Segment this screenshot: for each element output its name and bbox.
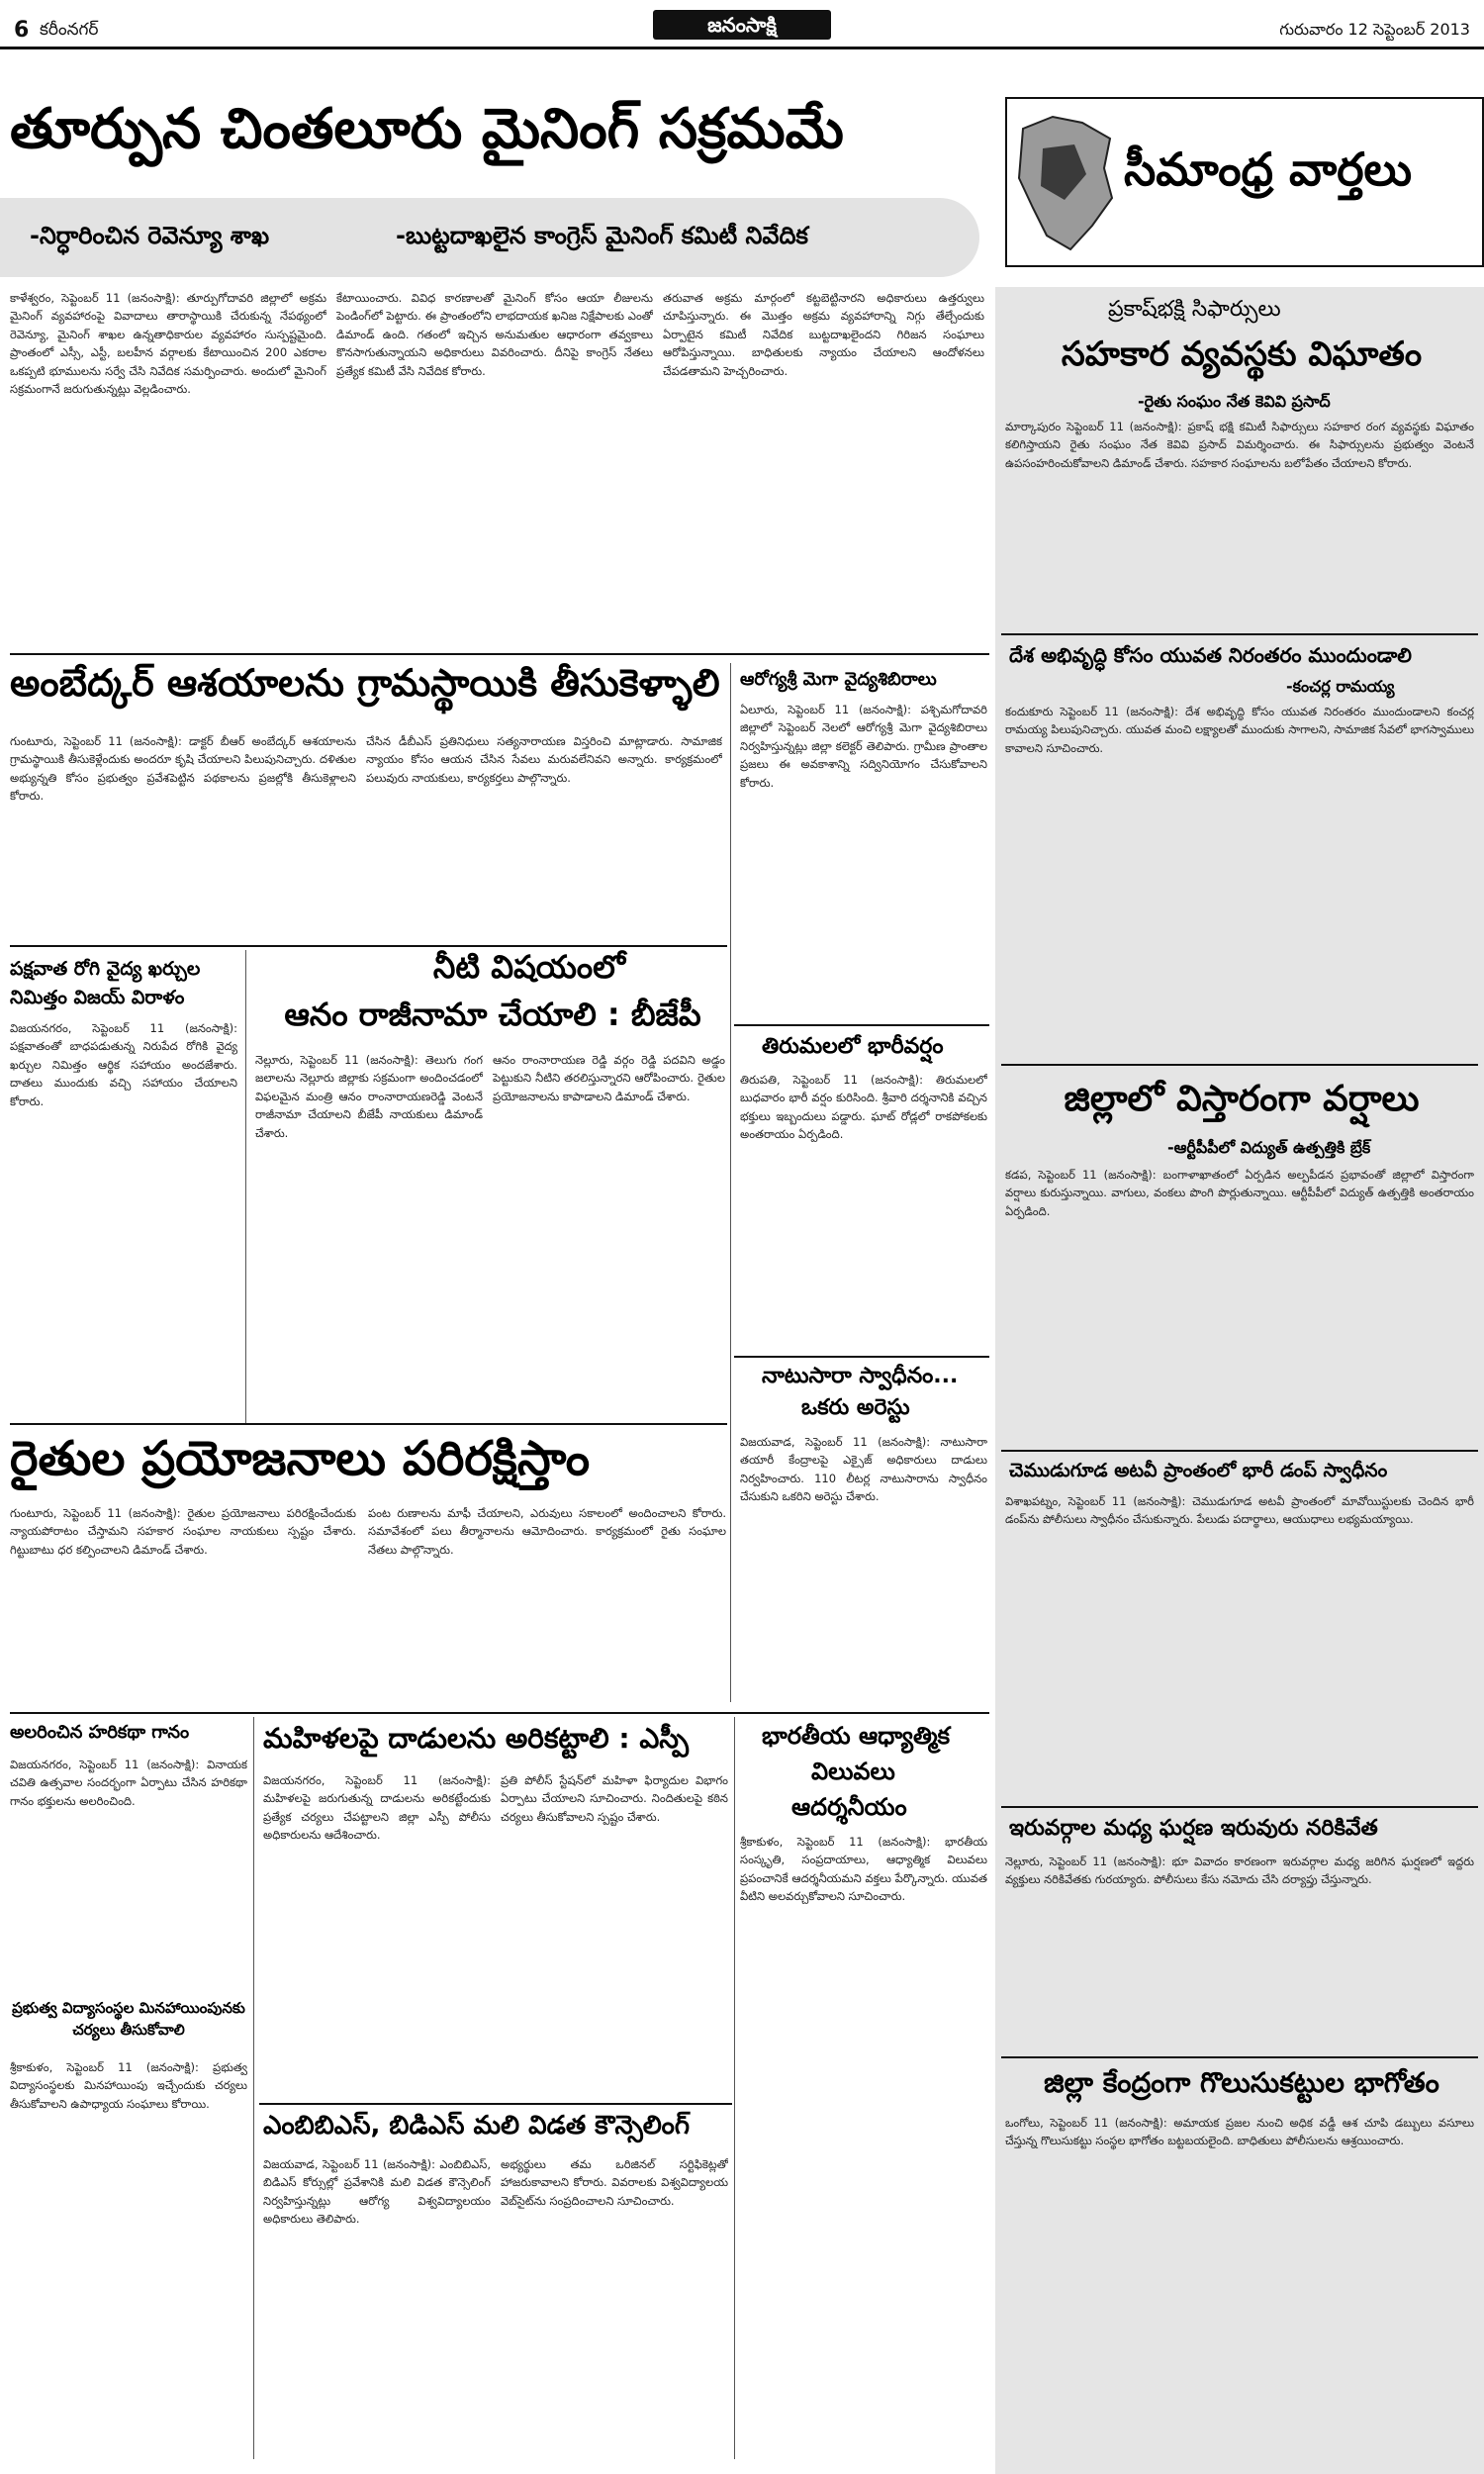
sidebar-byline-3: -ఆర్టీపీపీలో విద్యుత్ ఉత్పత్తికి బ్రేక్ [1167, 1138, 1371, 1157]
divider [10, 653, 989, 655]
sidebar-text-3: కడప, సెప్టెంబర్ 11 (జనంసాక్షి): బంగాళాఖాతంలో ఏర్పడిన అల్పపీడన ప్రభావంతో జిల్లాలో విస్తారంగా వర్షాలు కురుస్తున్నాయి. వాగులు, వంకలు పొంగి పొర్లుతున్నాయి. ఆర్టీపీపీలో విద్యుత్ ఉత్పత్తికి అంతరాయం ఏర్పడింది. [1005, 1168, 1474, 1218]
publication-date: గురువారం 12 సెప్టెంబర్ 2013 [1279, 20, 1470, 39]
lead-column-3 [663, 289, 984, 685]
ambedkar-text-1: గుంటూరు, సెప్టెంబర్ 11 (జనంసాక్షి): డాక్టర్ బీఆర్ అంబేద్కర్ ఆశయాలను గ్రామస్థాయికి తీసుకెళ్లేందుకు అందరూ కృషి చేయాలని పిలుపునిచ్చారు. దళితుల అభ్యున్నతి కోసం ప్రభుత్వం ప్రవేశపెట్టిన పథకాలను ప్రజల్లోకి తీసుకెళ్లాలని కోరారు. [10, 734, 356, 804]
women-column-1 [263, 1771, 491, 2098]
sidebar-headline-1: సహకార వ్యవస్థకు విఘాతం [1061, 334, 1423, 374]
divider [1001, 1450, 1478, 1452]
counselling-column-1 [263, 2155, 491, 2452]
farmers-column-2 [368, 1504, 726, 1702]
sidebar-column-2 [1005, 703, 1474, 1059]
counselling-column-2 [501, 2155, 728, 2452]
women-text-1: విజయనగరం, సెప్టెంబర్ 11 (జనంసాక్షి): మహిళలపై జరుగుతున్న దాడులను అరికట్టేందుకు ప్రత్యేక చర్యలు చేపట్టాలని జిల్లా ఎస్పీ పోలీసు అధికారులను ఆదేశించారు. [263, 1773, 491, 1843]
ambedkar-headline: అంబేద్కర్ ఆశయాలను గ్రామస్థాయికి తీసుకెళ్ళాలి [10, 661, 720, 705]
divider [253, 1717, 254, 2459]
sidebar-headline-2: దేశ అభివృద్ధి కోసం యువత నిరంతరం ముందుండాలి [1009, 643, 1412, 667]
lead-column-2 [336, 289, 653, 685]
harikatha-text: విజయనగరం, సెప్టెంబర్ 11 (జనంసాక్షి): వినాయక చవితి ఉత్సవాల సందర్భంగా ఏర్పాటు చేసిన హరికథా గానం భక్తులను అలరించింది. [10, 1758, 247, 1808]
farmers-text-2: పంట రుణాలను మాఫీ చేయాలని, ఎరువులు సకాలంలో అందించాలని కోరారు. సమావేశంలో పలు తీర్మానాలను ఆమోదించారు. కార్యక్రమంలో రైతు సంఘాల నేతలు పాల్గొన్నారు. [368, 1506, 726, 1557]
women-column-2 [501, 1771, 728, 2098]
women-text-2: ప్రతి పోలీస్ స్టేషన్‌లో మహిళా ఫిర్యాదుల విభాగం ఏర్పాటు చేయాలని సూచించారు. నిందితులపై కఠిన చర్యలు తీసుకోవాలని స్పష్టం చేశారు. [501, 1773, 728, 1824]
resign-headline-1: నీటి విషయంలో [432, 948, 626, 986]
sidebar-headline-6: జిల్లా కేంద్రంగా గొలుసుకట్టుల భాగోతం [1044, 2066, 1439, 2099]
ambedkar-column-1 [10, 732, 356, 935]
sidebar-headline-3: జిల్లాలో విస్తారంగా వర్షాలు [1064, 1079, 1420, 1119]
lead-column-1 [10, 289, 326, 685]
harikatha-column [10, 1756, 247, 1993]
resign-headline-2: ఆనం రాజీనామా చేయాలి : బీజేపీ [284, 996, 701, 1033]
divider [259, 2103, 732, 2105]
sidebar-column-6 [1005, 2114, 1474, 2455]
sidebar-column-5 [1005, 1853, 1474, 2050]
lead-text-3: తరువాత అక్రమ మార్గంలో కట్టబెట్టినారని అధికారులు ఉత్తర్వులు చూపిస్తున్నారు. ఈ మొత్తం అక్రమ వ్యవహారాన్ని నిగ్గు తేల్చేందుకు ఏర్పాటైన కమిటీ నివేదిక బుట్టదాఖలైందని గిరిజన సంఘాలు ఆరోపిస్తున్నాయి. బాధితులకు న్యాయం చేయాలని ఆందోళనలు చేపడతామని హెచ్చరించారు. [663, 291, 984, 378]
lead-subhead-left: -నిర్ధారించిన రెవెన్యూ శాఖ [30, 222, 270, 249]
tirumala-text: తిరుపతి, సెప్టెంబర్ 11 (జనంసాక్షి): తిరుమలలో బుధవారం భారీ వర్షం కురిసింది. శ్రీవారి దర్శనానికి వచ్చిన భక్తులు ఇబ్బందులు పడ్డారు. ఘాట్ రోడ్లలో రాకపోకలకు అంతరాయం ఏర్పడింది. [740, 1073, 987, 1142]
sidebar-kicker-1: ప్రకాష్‌భక్షి సిఫార్సులు [1108, 297, 1281, 322]
resign-text-1: నెల్లూరు, సెప్టెంబర్ 11 (జనంసాక్షి): తెలుగు గంగ జలాలను నెల్లూరు జిల్లాకు సక్రమంగా అందించడంలో విఫలమైన మంత్రి ఆనం రాంనారాయణరెడ్డి వెంటనే రాజీనామా చేయాలని బీజేపీ నాయకులు డిమాండ్ చేశారు. [255, 1053, 483, 1140]
farmers-text-1: గుంటూరు, సెప్టెంబర్ 11 (జనంసాక్షి): రైతుల ప్రయోజనాలు పరిరక్షించేందుకు న్యాయపోరాటం చేస్తామని సహకార సంఘాల నాయకులు స్పష్టం చేశారు. గిట్టుబాటు ధర కల్పించాలని డిమాండ్ చేశారు. [10, 1506, 356, 1557]
divider [734, 1024, 989, 1026]
sidebar-text-1: మార్కాపురం సెప్టెంబర్ 11 (జనంసాక్షి): ప్రకాష్ భక్షి కమిటీ సిఫార్సులు సహకార రంగ వ్యవస్థకు విఘాతం కలిగిస్తాయని రైతు సంఘం నేత కెవివి ప్రసాద్ విమర్శించారు. ఈ సిఫార్సులను ప్రభుత్వం వెంటనే ఉపసంహరించుకోవాలని డిమాండ్ చేశారు. సహకార సంఘాలను బలోపేతం చేయాలని కోరారు. [1005, 420, 1474, 470]
section-name: కరీంనగర్ [40, 20, 99, 40]
bharatiya-text: శ్రీకాకుళం, సెప్టెంబర్ 11 (జనంసాక్షి): భారతీయ సంస్కృతి, సంప్రదాయాలు, ఆధ్యాత్మిక విలువలు ప్రపంచానికే ఆదర్శనీయమని వక్తలు పేర్కొన్నారు. యువత వీటిని అలవర్చుకోవాలని సూచించారు. [740, 1835, 987, 1904]
masthead [0, 0, 1484, 49]
resign-column-1 [255, 1051, 483, 1427]
bharatiya-headline-3: ఆదర్శనీయం [791, 1793, 907, 1821]
state-map-icon [1013, 109, 1120, 257]
tirumala-column [740, 1071, 987, 1348]
bharatiya-column [740, 1833, 987, 2456]
divider [734, 1717, 735, 2459]
divider [10, 945, 727, 947]
ambedkar-text-2: చేసిన డీబీఎస్ ప్రతినిధులు సత్యనారాయణ విస్తరించి మాట్లాడారు. సామాజిక న్యాయం కోసం ఆయన చేసిన సేవలు మరువలేనివని అన్నారు. కార్యక్రమంలో పలువురు నాయకులు, కార్యకర్తలు పాల్గొన్నారు. [366, 734, 722, 785]
teachers-column [10, 2058, 247, 2454]
arrest-text: విజయవాడ, సెప్టెంబర్ 11 (జనంసాక్షి): నాటుసారా తయారీ కేంద్రాలపై ఎక్సైజ్ అధికారులు దాడులు నిర్వహించారు. 110 లీటర్ల నాటుసారాను స్వాధీనం చేసుకుని ఒకరిని అరెస్టు చేశారు. [740, 1435, 987, 1504]
sidebar-column-1 [1005, 418, 1474, 625]
sidebar-byline-2: -కంచర్ల రామయ్య [1286, 677, 1395, 696]
seemandhra-banner [1005, 97, 1484, 267]
arrest-headline-2: ఒకరు అరెస్టు [801, 1395, 910, 1420]
sidebar-text-6: ఒంగోలు, సెప్టెంబర్ 11 (జనంసాక్షి): అమాయక ప్రజల నుంచి అధిక వడ్డీ ఆశ చూపి డబ్బులు వసూలు చేస్తున్న గొలుసుకట్టు సంస్థల భాగోతం బట్టబయలైంది. బాధితులు పోలీసులను ఆశ్రయించారు. [1005, 2116, 1474, 2148]
health-headline: ఆరోగ్యశ్రీ మెగా వైద్యశిబిరాలు [740, 669, 937, 690]
patient-headline: పక్షవాత రోగి వైద్య ఖర్చుల నిమిత్తం విజయ్ విరాళం [10, 958, 201, 1008]
divider [1001, 2056, 1478, 2058]
sidebar-column-4 [1005, 1492, 1474, 1799]
counselling-headline: ఎంబిబిఎస్, బిడిఎస్ మలి విడత కౌన్సెలింగ్ [263, 2111, 690, 2141]
divider [245, 950, 246, 1425]
women-headline: మహిళలపై దాడులను అరికట్టాలి : ఎస్పీ [263, 1722, 690, 1755]
resign-column-2 [493, 1051, 725, 1427]
page-number: 6 [14, 18, 30, 43]
resign-text-2: ఆనం రాంనారాయణ రెడ్డి వర్గం రెడ్డి పదవిని అడ్డం పెట్టుకుని నీటిని తరలిస్తున్నారని ఆరోపించారు. రైతుల ప్రయోజనాలను కాపాడాలని డిమాండ్ చేశారు. [493, 1053, 725, 1103]
bharatiya-headline-1: భారతీయ ఆధ్యాత్మిక [762, 1722, 951, 1750]
health-column [740, 701, 987, 1017]
counselling-text-1: విజయవాడ, సెప్టెంబర్ 11 (జనంసాక్షి): ఎంబిబిఎస్, బిడిఎస్ కోర్సుల్లో ప్రవేశానికి మలి విడత కౌన్సెలింగ్ నిర్వహిస్తున్నట్లు ఆరోగ్య విశ్వవిద్యాలయం అధికారులు తెలిపారు. [263, 2157, 491, 2227]
arrest-column [740, 1433, 987, 1710]
paper-logo: జనంసాక్షి [653, 10, 831, 40]
teachers-headline: ప్రభుత్వ విద్యాసంస్థల మినహాయింపునకు చర్యలు తీసుకోవాలి [12, 1999, 245, 2039]
lead-text-2: కేటాయించారు. వివిధ కారణాలతో మైనింగ్ కోసం ఆయా లీజులను పెండింగ్‌లో పెట్టారు. ఈ ప్రాంతంలోని లాభదాయక ఖనిజ నిక్షేపాలకు ఎంతో డిమాండ్ ఉంది. గతంలో ఇచ్చిన అనుమతుల ఆధారంగా తవ్వకాలు కొనసాగుతున్నాయని అధికారులు వివరించారు. దీనిపై కాంగ్రెస్ నేతలు ప్రత్యేక కమిటీ వేసి నివేదిక కోరారు. [336, 291, 653, 378]
divider [734, 1356, 989, 1358]
sidebar-headline-4: చెముడుగూడ అటవీ ప్రాంతంలో భారీ డంప్ స్వాధీనం [1009, 1460, 1388, 1481]
harikatha-headline: అలరించిన హరికథా గానం [10, 1722, 190, 1743]
divider [10, 1423, 727, 1425]
arrest-headline-1: నాటుసారా స్వాధీనం... [762, 1364, 959, 1388]
patient-text: విజయనగరం, సెప్టెంబర్ 11 (జనంసాక్షి): పక్షవాతంతో బాధపడుతున్న నిరుపేద రోగికి వైద్య ఖర్చుల నిమిత్తం ఆర్థిక సహాయం అందజేశారు. దాతలు ముందుకు వచ్చి సహాయం చేయాలని కోరారు. [10, 1021, 237, 1108]
lead-subhead-right: -బుట్టదాఖలైన కాంగ్రెస్ మైనింగ్ కమిటీ నివేదిక [396, 222, 808, 249]
bharatiya-headline-2: విలువలు [811, 1758, 895, 1785]
lead-headline: తూర్పున చింతలూరు మైనింగ్ సక్రమమే [10, 97, 844, 161]
sidebar-byline-1: -రైతు సంఘం నేత కెవివి ప్రసాద్ [1138, 392, 1331, 411]
sidebar-column-3 [1005, 1166, 1474, 1443]
health-text: ఏలూరు, సెప్టెంబర్ 11 (జనంసాక్షి): పశ్చిమగోదావరి జిల్లాలో సెప్టెంబర్ నెలలో ఆరోగ్యశ్రీ మెగా వైద్యశిబిరాలు నిర్వహిస్తున్నట్లు జిల్లా కలెక్టర్ తెలిపారు. గ్రామీణ ప్రాంతాల ప్రజలు ఈ అవకాశాన్ని సద్వినియోగం చేసుకోవాలని కోరారు. [740, 703, 987, 790]
divider [1001, 633, 1478, 635]
counselling-text-2: అభ్యర్థులు తమ ఒరిజినల్ సర్టిఫికెట్లతో హాజరుకావాలని కోరారు. వివరాలకు విశ్వవిద్యాలయ వెబ్‌సైట్‌ను సంప్రదించాలని సూచించారు. [501, 2157, 728, 2208]
patient-column [10, 1019, 237, 1425]
seemandhra-banner-title: సీమాంధ్ర వార్తలు [1124, 143, 1413, 196]
divider [1001, 1806, 1478, 1808]
farmers-headline: రైతుల ప్రయోజనాలు పరిరక్షిస్తాం [10, 1431, 591, 1486]
divider [1001, 1064, 1478, 1066]
farmers-column-1 [10, 1504, 356, 1702]
divider [10, 1712, 989, 1714]
sidebar-text-5: నెల్లూరు, సెప్టెంబర్ 11 (జనంసాక్షి): భూ వివాదం కారణంగా ఇరువర్గాల మధ్య జరిగిన ఘర్షణలో ఇద్దరు వ్యక్తులు నరికివేతకు గురయ్యారు. పోలీసులు కేసు నమోదు చేసి దర్యాప్తు చేస్తున్నారు. [1005, 1855, 1474, 1887]
divider [730, 663, 731, 1702]
ambedkar-column-2 [366, 732, 722, 935]
tirumala-headline: తిరుమలలో భారీవర్షం [762, 1034, 944, 1059]
teachers-text: శ్రీకాకుళం, సెప్టెంబర్ 11 (జనంసాక్షి): ప్రభుత్వ విద్యాసంస్థలకు మినహాయింపు ఇచ్చేందుకు చర్యలు తీసుకోవాలని ఉపాధ్యాయ సంఘాలు కోరాయి. [10, 2060, 247, 2111]
sidebar-headline-5: ఇరువర్గాల మధ్య ఘర్షణ ఇరువురు నరికివేత [1009, 1816, 1378, 1841]
sidebar-text-4: విశాఖపట్నం, సెప్టెంబర్ 11 (జనంసాక్షి): చెముడుగూడ అటవీ ప్రాంతంలో మావోయిస్టులకు చెందిన భారీ డంప్‌ను పోలీసులు స్వాధీనం చేసుకున్నారు. పేలుడు పదార్థాలు, ఆయుధాలు లభ్యమయ్యాయి. [1005, 1494, 1474, 1527]
lead-text-1: కాళేశ్వరం, సెప్టెంబర్ 11 (జనంసాక్షి): తూర్పుగోదావరి జిల్లాలో అక్రమ మైనింగ్ వ్యవహారంపై వివాదాలు తారాస్థాయికి చేరుకున్న నేపథ్యంలో రెవెన్యూ, మైనింగ్ శాఖల ఉన్నతాధికారుల వ్యవహారం సుస్పష్టమైంది. ప్రాంతంలో ఎస్సీ, ఎస్టీ, బలహీన వర్గాలకు కేటాయించిన 200 ఎకరాల ఒకప్పటి భూములను సర్వే చేసి నివేదిక సమర్పించారు. అందులో మైనింగ్ సక్రమంగానే జరుగుతున్నట్లు వెల్లడించారు. [10, 291, 326, 396]
sidebar-text-2: కందుకూరు సెప్టెంబర్ 11 (జనంసాక్షి): దేశ అభివృద్ధి కోసం యువత నిరంతరం ముందుండాలని కంచర్ల రామయ్య పిలుపునిచ్చారు. యువత మంచి లక్ష్యాలతో ముందుకు సాగాలని, సామాజిక సేవలో భాగస్వాములు కావాలని సూచించారు. [1005, 705, 1474, 755]
